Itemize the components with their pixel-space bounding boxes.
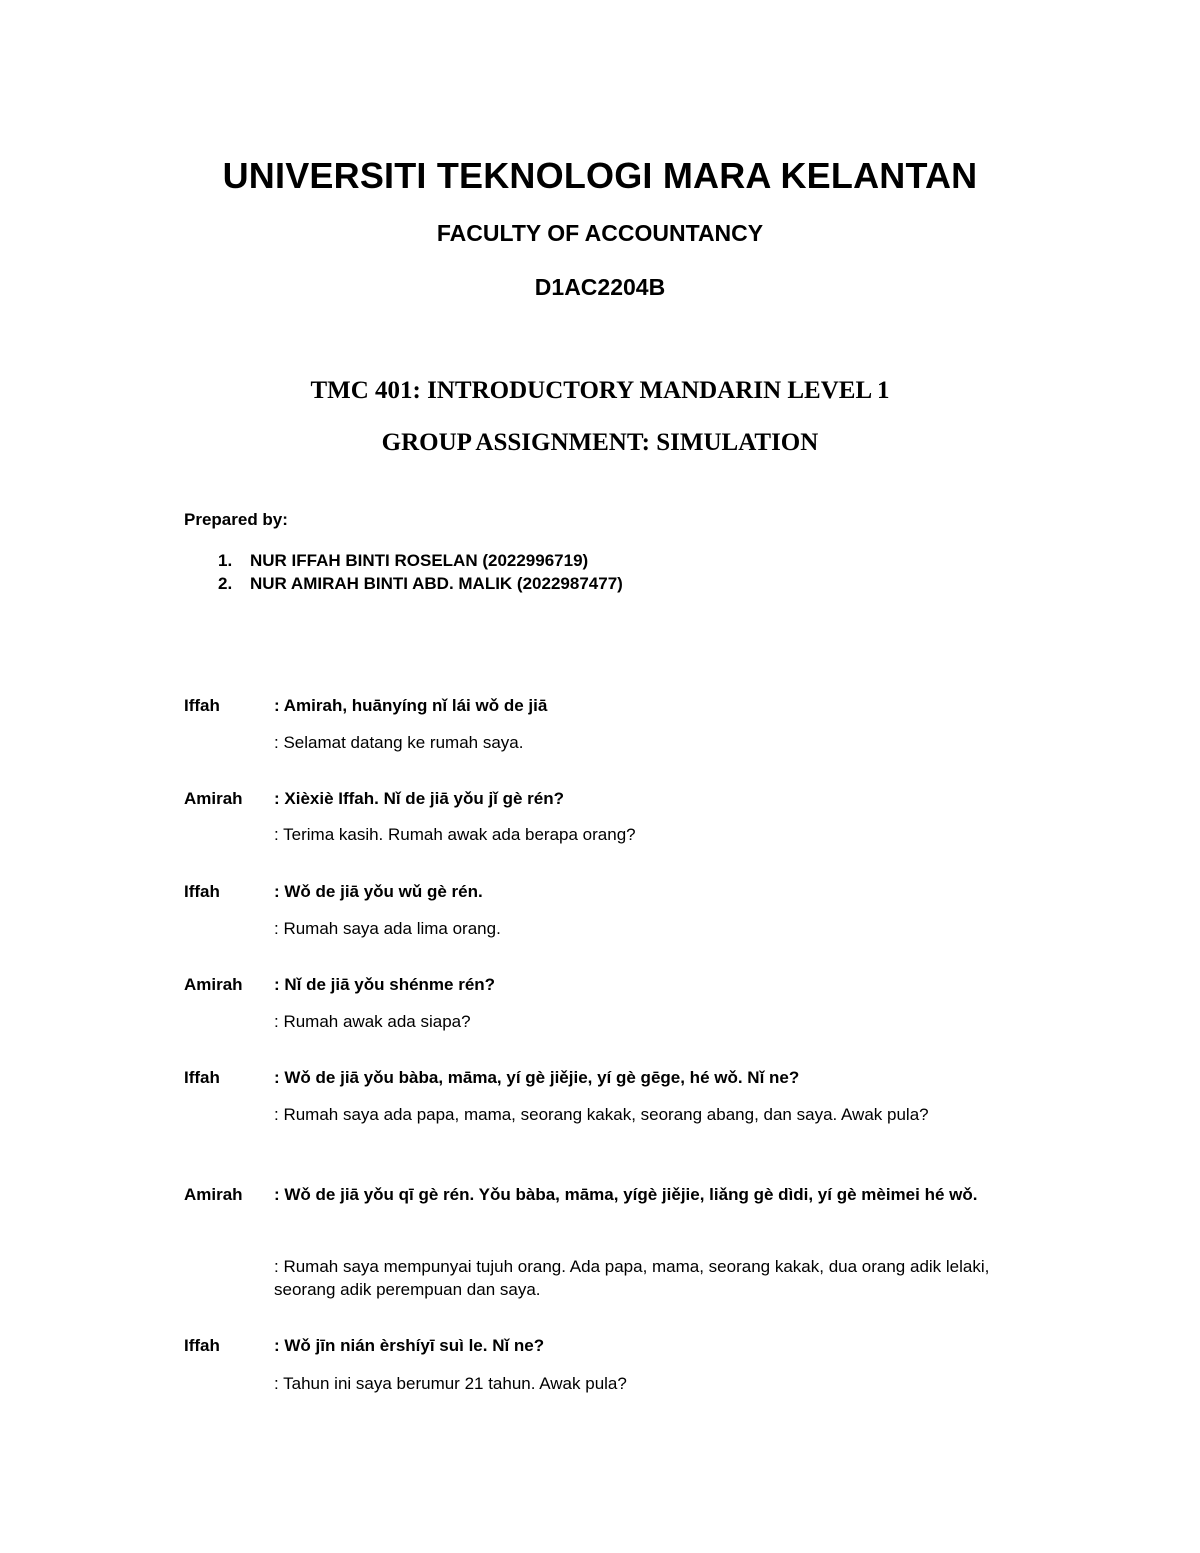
speaker-name: Amirah — [184, 789, 243, 808]
speaker-name: Iffah — [184, 1068, 220, 1087]
pinyin-line: : Xièxiè Iffah. Nǐ de jiā yǒu jǐ gè rén? — [274, 789, 565, 808]
translation-line: : Rumah saya mempunyai tujuh orang. Ada papa, mama, seorang kakak, dua orang adik lelaki, seorang adik perempuan dan saya. — [274, 1257, 990, 1299]
pinyin-line: : Wǒ jīn nián èrshíyī suì le. Nǐ ne? — [274, 1336, 545, 1355]
member-number: 1. — [218, 551, 233, 570]
member-name: NUR AMIRAH BINTI ABD. MALIK (2022987477) — [250, 574, 623, 593]
pinyin-line: : Amirah, huānyíng nǐ lái wǒ de jiā — [274, 696, 548, 715]
translation-line: : Terima kasih. Rumah awak ada berapa orang? — [274, 825, 636, 844]
assignment-title: GROUP ASSIGNMENT: SIMULATION — [381, 429, 819, 456]
pinyin-line: : Wǒ de jiā yǒu wǔ gè rén. — [274, 882, 483, 901]
translation-line: : Selamat datang ke rumah saya. — [274, 733, 524, 752]
course-title: TMC 401: INTRODUCTORY MANDARIN LEVEL 1 — [310, 377, 890, 404]
member-item — [184, 572, 623, 595]
member-name: NUR IFFAH BINTI ROSELAN (2022996719) — [250, 551, 589, 570]
member-number: 2. — [218, 574, 233, 593]
translation-line: : Rumah saya ada lima orang. — [274, 919, 501, 938]
pinyin-line: : Nǐ de jiā yǒu shénme rén? — [274, 975, 496, 994]
faculty-title: FACULTY OF ACCOUNTANCY — [436, 220, 764, 246]
prepared-by-label: Prepared by: — [184, 510, 288, 529]
pinyin-line: : Wǒ de jiā yǒu qī gè rén. Yǒu bàba, māma, yígè jiějie, liǎng gè dìdi, yí gè mèimei hé wǒ. — [274, 1185, 978, 1204]
speaker-name: Iffah — [184, 1336, 220, 1355]
speaker-name: Iffah — [184, 696, 220, 715]
translation-line: : Tahun ini saya berumur 21 tahun. Awak pula? — [274, 1374, 627, 1393]
class-code: D1AC2204B — [534, 274, 666, 300]
member-item — [184, 549, 623, 572]
translation-line: : Rumah awak ada siapa? — [274, 1012, 471, 1031]
speaker-name: Amirah — [184, 1185, 243, 1204]
translation-line: : Rumah saya ada papa, mama, seorang kakak, seorang abang, dan saya. Awak pula? — [274, 1105, 929, 1124]
pinyin-line: : Wǒ de jiā yǒu bàba, māma, yí gè jiějie, yí gè gēge, hé wǒ. Nǐ ne? — [274, 1068, 800, 1087]
speaker-name: Iffah — [184, 882, 220, 901]
speaker-name: Amirah — [184, 975, 243, 994]
member-list — [184, 549, 623, 595]
university-title: UNIVERSITI TEKNOLOGI MARA KELANTAN — [222, 155, 978, 196]
